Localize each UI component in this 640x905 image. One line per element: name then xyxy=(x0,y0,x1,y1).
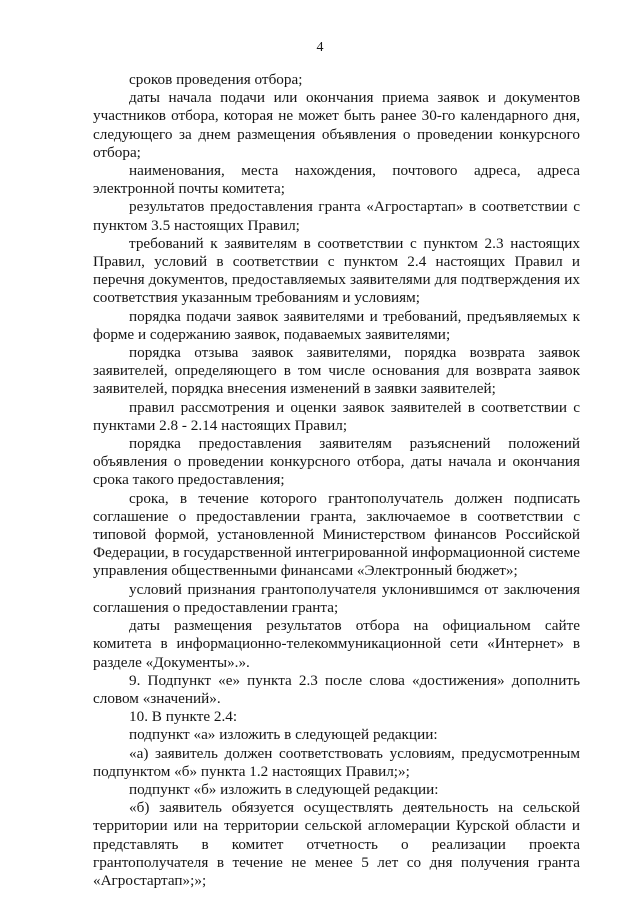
document-body xyxy=(93,71,580,890)
paragraph: правил рассмотрения и оценки заявок заявителей в соответствии с пунктами 2.8 - 2.14 настоящих Правил; xyxy=(93,398,580,434)
paragraph: даты начала подачи или окончания приема заявок и документов участников отбора, которая не может быть ранее 30-го календарного дня, следующего за днем размещения объявления о проведении конкурсного отбора; xyxy=(93,89,580,161)
paragraph: сроков проведения отбора; xyxy=(129,71,303,88)
paragraph: порядка подачи заявок заявителями и требований, предъявляемых к форме и содержанию заявок, подаваемых заявителями; xyxy=(93,307,580,343)
paragraph: подпункт «а» изложить в следующей редакции: xyxy=(129,726,438,744)
paragraph: 10. В пункте 2.4: xyxy=(129,708,238,726)
paragraph: требований к заявителям в соответствии с пунктом 2.3 настоящих Правил, условий в соответствии с пунктом 2.4 настоящих Правил и перечня документов, предоставляемых заявителями для подтверждения их соответствия указанным требованиям и условиям; xyxy=(93,234,580,307)
paragraph: подпункт «б» изложить в следующей редакции: xyxy=(129,780,439,798)
paragraph: порядка предоставления заявителям разъяснений положений объявления о проведении конкурсного отбора, даты начала и окончания срока такого предоставления; xyxy=(93,435,580,489)
paragraph: условий признания грантополучателя уклонившимся от заключения соглашения о предоставлении гранта; xyxy=(93,580,580,616)
paragraph: даты размещения результатов отбора на официальном сайте комитета в информационно-телекоммуникационной сети «Интернет» в разделе «Документы».». xyxy=(93,617,580,671)
paragraph: «а) заявитель должен соответствовать условиям, предусмотренным подпунктом «б» пункта 1.2 настоящих Правил;»; xyxy=(93,744,580,780)
paragraph: 9. Подпункт «е» пункта 2.3 после слова «достижения» дополнить словом «значений». xyxy=(93,671,580,707)
paragraph: порядка отзыва заявок заявителями, порядка возврата заявок заявителей, определяющего в том числе основания для возврата заявок заявителей, порядка внесения изменений в заявки заявителей; xyxy=(93,344,580,398)
page-number: 4 xyxy=(316,40,324,55)
paragraph: наименования, места нахождения, почтового адреса, адреса электронной почты комитета; xyxy=(93,162,580,198)
paragraph: «б) заявитель обязуется осуществлять деятельность на сельской территории или на территории сельской агломерации Курской области и представлять в комитет отчетность о реализации проекта грантополучателя в течение не менее 5 лет со дня получения гранта «Агростартап»;»; xyxy=(93,799,580,889)
paragraph: результатов предоставления гранта «Агростартап» в соответствии с пунктом 3.5 настоящих Правил; xyxy=(93,198,580,234)
paragraph: срока, в течение которого грантополучатель должен подписать соглашение о предоставлении гранта, заключаемое в соответствии с типовой формой, установленной Министерством финансов Российской Федерации, в государственной интегрированной информационной системе управления общественными финансами «Электронный бюджет»; xyxy=(93,489,580,580)
